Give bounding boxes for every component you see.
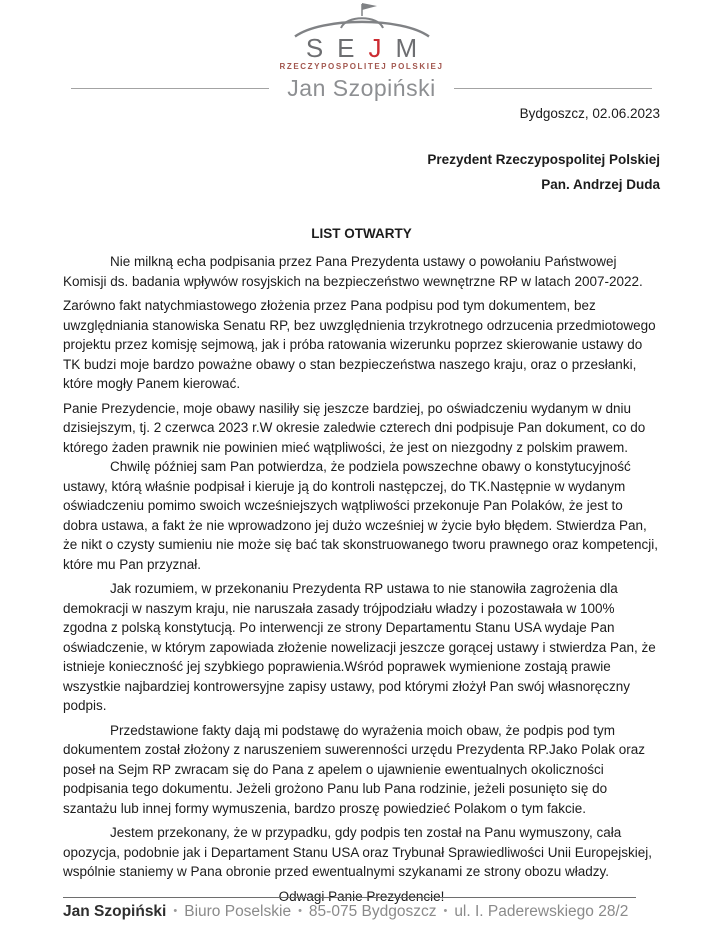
- place-and-date: Bydgoszcz, 02.06.2023: [519, 106, 660, 121]
- sejm-letter: E: [337, 33, 369, 63]
- addressee-block: [63, 152, 660, 192]
- footer-city: 85-075 Bydgoszcz: [308, 903, 437, 920]
- footer-street: ul. I. Paderewskiego 28/2: [454, 903, 629, 920]
- paragraph-4: Chwilę później sam Pan potwierdza, że podziela powszechne obawy o konstytucyjność ustawy, którą właśnie podpisał i kieruje ją do kontroli następczej, do TK.Następnie w wydanym oświadczeniu pomimo swoich wcześniejszych wątpliwości przekonuje Pan Polaków, że jest to dobra ustawa, a fakt że nie wprowadzono jej dużo wcześniej w życie było błędem. Stwierdza Pan, że nikt o czysty sumieniu nie może się bać tak skonstruowanego tworu prawnego oraz kompetencji, które mu Pan przyznał.: [63, 459, 659, 572]
- sejm-wordmark: [63, 35, 660, 61]
- paragraph-1: Nie milkną echa podpisania przez Pana Prezydenta ustawy o powołaniu Państwowej Komisji ds. badania wpływów rosyjskich na bezpieczeństwo wewnętrzne RP w latach 2007-2022.: [63, 254, 643, 289]
- deputy-name-row: [63, 75, 660, 102]
- paragraph-2: Zarówno fakt natychmiastowego złożenia przez Pana podpisu pod tym dokumentem, bez uwzględniania stanowiska Senatu RP, bez uwzględnienia trzykrotnego odrzucenia przedmiotowego projektu przez komisję sejmową, jak i próba ratowania wizerunku poprzez skierowanie ustawy do TK budzi moje bardzo poważne obawy o stan bezpieczeństwa naszego kraju, oraz o przesłanki, które mogły Panem kierować.: [63, 298, 656, 391]
- paragraph-7: Jestem przekonany, że w przypadku, gdy podpis ten został na Panu wymuszony, cała opozycja, podobnie jak i Departament Stanu USA oraz Trybunał Sprawiedliwości Unii Europejskiej, wspólnie staniemy w Pana obronie przed ewentualnymi szykanami ze strony obozu władzy.: [63, 825, 653, 879]
- sejm-logo-subtitle: RZECZYPOSPOLITEJ POLSKIEJ: [279, 62, 444, 71]
- sejm-logo: [63, 0, 660, 72]
- letter-footer: [63, 897, 660, 921]
- bullet-separator: •: [298, 905, 302, 917]
- left-rule: [71, 88, 269, 89]
- sejm-letter: M: [395, 33, 432, 63]
- sejm-letter-red-j: J: [368, 33, 396, 63]
- paragraph-5: Jak rozumiem, w przekonaniu Prezydenta RP ustawa to nie stanowiła zagrożenia dla demokracji w naszym kraju, nie naruszała zasady trójpodziału władzy i pozostawała w 100% zgodna z polską konstytucją. Po interwencji ze strony Departamentu Stanu USA wydaje Pan oświadczenie, w którym zapowiada złożenie nowelizacji jeszcze gorącej ustawy i stwierdza Pan, że istnieje konieczność jej szybkiego poprawienia.Wśród poprawek wymienione zostają prawie wszystkie najbardziej kontrowersyjne zapisy ustawy, pod którymi złożył Pan swój własnoręczny podpis.: [63, 581, 656, 713]
- sejm-letter: S: [305, 33, 338, 63]
- deputy-name: Jan Szopiński: [287, 75, 436, 101]
- footer-office: Biuro Poselskie: [184, 903, 292, 920]
- letter-title: LIST OTWARTY: [311, 226, 412, 241]
- footer-rule: [63, 897, 636, 898]
- bullet-separator: •: [443, 905, 448, 917]
- footer-text: [63, 903, 660, 921]
- addressee-name: Pan. Andrzej Duda: [541, 177, 660, 192]
- paragraph-3: Panie Prezydencie, moje obawy nasiliły się jeszcze bardziej, po oświadczeniu wydanym w dniu dzisiejszym, tj. 2 czerwca 2023 r.W okresie zaledwie czterech dni podpisuje Pan dokument, co do którego żaden prawnik nie powinien mieć wątpliwości, że jest on niezgodny z polskim prawem.: [63, 400, 646, 455]
- paragraph-6: Przedstawione fakty dają mi podstawę do wyrażenia moich obaw, że podpis pod tym dokumentem został złożony z naruszeniem suwerenności urzędu Prezydenta RP.Jako Polak oraz poseł na Sejm RP zwracam się do Pana z apelem o ujawnienie ewentualnych okoliczności podpisania tego dokumentu. Jeżeli grożono Panu lub Pana rodzinie, jeżeli posunięto się do szantażu lub innej formy wymuszenia, bardzo proszę powiedzieć Polakom o tym fakcie.: [63, 722, 646, 816]
- footer-deputy-name: Jan Szopiński: [63, 903, 167, 920]
- right-rule: [454, 88, 652, 89]
- closing-line: Odwagi Panie Prezydencie!: [278, 888, 445, 904]
- addressee-title: Prezydent Rzeczypospolitej Polskiej: [427, 152, 660, 167]
- bullet-separator: •: [173, 905, 178, 917]
